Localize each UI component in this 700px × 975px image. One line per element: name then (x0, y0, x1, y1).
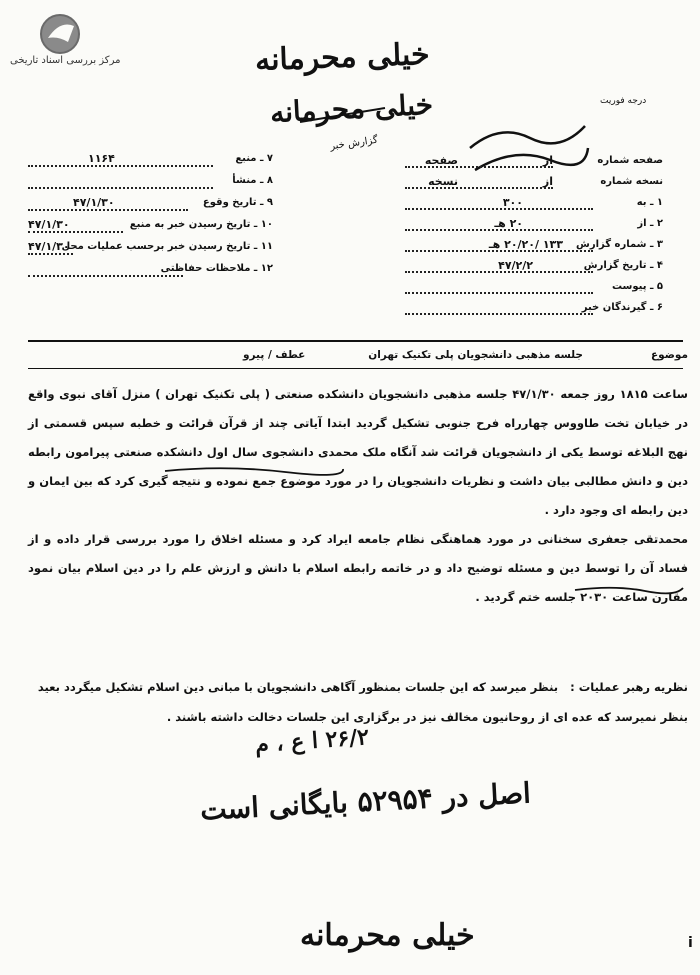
subject-underline (28, 368, 683, 369)
right-fields (405, 152, 663, 320)
conclusion (28, 672, 688, 732)
logo-caption: مرکز بررسی اسناد تاریخی (10, 55, 121, 66)
body-paragraph: ساعت ۱۸۱۵ روز جمعه ۴۷/۱/۳۰ جلسه مذهبی دانشجویان دانشکده صنعتی ( پلی تکنیک تهران ) منزل آقای نبوی واقع در خیابان تخت طاووس چهارراه فرح جنوبی تشکیل گردید ابتدا آیاتی چند از قرآن قرائت و خطبه سپس قسمتی از نهج البلاغه توسط یکی از دانشجویان قرائت شد آنگاه ملک محمدی دانشجوی سال اول دانشکده صنعتی پیرامون رابطه دین و دانش مطالبی بیان داشت و نظریات دانشجویان را در مورد موضوع جمع نموده و نتیجه گیری کرد که بین ایمان و دین رابطه ای وجود دارد . (28, 387, 688, 517)
left-fields (28, 150, 273, 282)
report-type-label: گزارش خبر (329, 134, 379, 153)
archive-logo-icon (38, 12, 82, 56)
classification-stamp-mid: خیلی محرمانه (269, 87, 434, 130)
subject-label: موضوع (651, 349, 688, 361)
archive-note: اصل در ۵۲۹۵۴ بایگانی است (199, 776, 532, 827)
field-to: ۱ ـ به ۳۰۰ (405, 194, 663, 215)
field-origin: ۸ ـ منشأ (28, 172, 273, 194)
field-attachment: ۵ ـ پیوست (405, 278, 663, 299)
strike-line-icon (300, 100, 390, 130)
subject-row (28, 347, 688, 367)
field-date-received-by-source: ۱۰ ـ تاریخ رسیدن خبر به منبع ۴۷/۱/۳۰ (28, 218, 273, 231)
conclusion-label: نظریه رهبر عملیات : (570, 680, 688, 694)
field-date-received-by-operations: ۱۱ ـ تاریخ رسیدن خبر برحسب عملیات محل ۴۷/۱/۳۰ (28, 240, 273, 253)
field-from: ۲ ـ از ۲۰ هـ (405, 215, 663, 236)
classification-stamp-top: خیلی محرمانه (254, 36, 431, 79)
field-report-date: ۴ ـ تاریخ گزارش ۴۷/۲/۲ (405, 257, 663, 278)
separator-line (28, 340, 683, 342)
field-source: ۷ ـ منبع ۱۱۶۴ (28, 150, 273, 172)
report-body (28, 380, 688, 612)
handwritten-underline-icon (165, 465, 345, 477)
field-report-number: ۳ ـ شماره گزارش ۱۳۳ /۲۰/۲۰ هـ (405, 236, 663, 257)
handwritten-underline-icon (575, 585, 685, 595)
field-page-number: صفحه شماره از صفحه (405, 152, 663, 173)
field-security-notes: ۱۲ ـ ملاحظات حفاظتی (28, 260, 273, 282)
corner-mark: i (688, 935, 693, 951)
priority-label: درجه فوریت (600, 96, 647, 106)
conclusion-text: بنظر میرسد که این جلسات بمنظور آگاهی دانشجویان با مبانی دین اسلام تشکیل میگردد بعید بنظر نمیرسد که عده ای از روحانیون مخالف نیز در برگزاری این جلسات دخالت داشته باشند . (37, 680, 688, 724)
body-paragraph: محمدتقی جعفری سخنانی در مورد هماهنگی نظام جامعه ایراد کرد و مسئله اخلاق را مورد بررسی قرار داده و از فساد آن را توسط دین و مسئله توضیح داد و در خاتمه رابطه اسلام با دانش و ارزش علم را در دین اسلام بیان نمود مقارن ساعت ۲۰۳۰ جلسه ختم گردید . (28, 532, 688, 604)
reference-label: عطف / پیرو (243, 349, 306, 361)
classification-stamp-bottom: خیلی محرمانه (300, 918, 475, 953)
subject-text: جلسه مذهبی دانشجویان پلی تکنیک تهران (368, 349, 583, 361)
field-recipients: ۶ ـ گیرندگان خبر (405, 299, 663, 320)
field-copy-number: نسخه شماره از نسخه (405, 173, 663, 194)
field-event-date: ۹ ـ تاریخ وقوع ۴۷/۱/۳۰ (28, 194, 273, 216)
handwritten-signature: ۲۶/۲ ا ع ، م (254, 724, 370, 758)
